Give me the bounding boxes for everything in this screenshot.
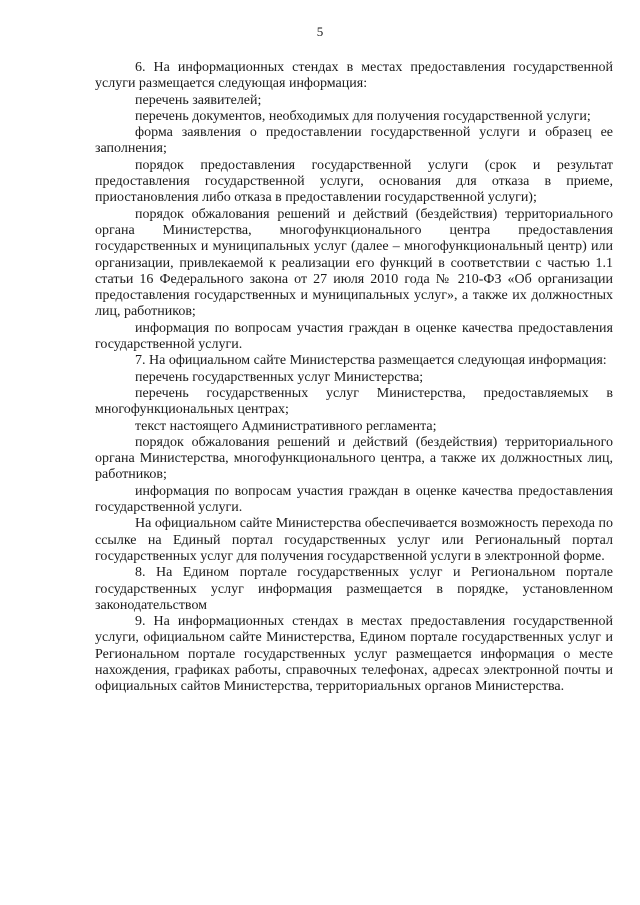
paragraph-6-intro: 6. На информационных стендах в местах предоставления государственной услуги размещается следующая информация: bbox=[95, 60, 613, 92]
list-item-appeal-procedure-site: порядок обжалования решений и действий (бездействия) территориального органа Министерства, многофункционального центра, а также их должностных лиц, работников; bbox=[95, 434, 613, 483]
list-item-application-form: форма заявления о предоставлении государственной услуги и образец ее заполнения; bbox=[95, 125, 613, 157]
list-item-ministry-services: перечень государственных услуг Министерства; bbox=[135, 369, 424, 385]
list-item-documents: перечень документов, необходимых для получения государственной услуги; bbox=[135, 108, 591, 124]
list-item-applicants: перечень заявителей; bbox=[135, 92, 262, 108]
page-number: 5 bbox=[316, 24, 324, 39]
list-item-appeal-procedure: порядок обжалования решений и действий (бездействия) территориального органа Министерства, многофункционального центра предоставления государственных и муниципальных услуг (далее – многофункциональный центр) или организации, привлекаемой к реализации его функций в соответствии с частью 1.1 статьи 16 Федерального закона от 27 июля 2010 года № 210-ФЗ «Об организации предоставления государственных и муниципальных услуг», а также их должностных лиц, работников; bbox=[95, 206, 613, 320]
list-item-regulation-text: текст настоящего Административного регламента; bbox=[135, 418, 437, 434]
list-item-service-procedure: порядок предоставления государственной услуги (срок и результат предоставления государственной услуги, основания для отказа в приеме, приостановления либо отказа в предоставлении государственной услуги); bbox=[95, 157, 613, 206]
document-body bbox=[95, 60, 613, 696]
list-item-mfc-services: перечень государственных услуг Министерства, предоставляемых в многофункциональных центрах; bbox=[95, 385, 613, 418]
paragraph-9: 9. На информационных стендах в местах предоставления государственной услуги, официальном сайте Министерства, Едином портале государственных услуг и Региональном портале государственных услуг размещается информация о месте нахождения, графиках работы, справочных телефонах, адресах электронной почты и официальных сайтов Министерства, территориальных органов Министерства. bbox=[95, 614, 613, 695]
paragraph-8: 8. На Едином портале государственных услуг и Региональном портале государственных услуг информация размещается в порядке, установленном законодательством bbox=[95, 565, 613, 613]
list-item-quality-assessment-site: информация по вопросам участия граждан в оценке качества предоставления государственной услуги. bbox=[95, 483, 613, 516]
paragraph-portal-link: На официальном сайте Министерства обеспечивается возможность перехода по ссылке на Единый портал государственных услуг или Региональный портал государственных услуг для получения государственной услуги в электронной форме. bbox=[95, 516, 613, 564]
list-item-quality-assessment: информация по вопросам участия граждан в оценке качества предоставления государственной услуги. bbox=[95, 320, 613, 353]
paragraph-7-intro: 7. На официальном сайте Министерства размещается следующая информация: bbox=[135, 353, 607, 369]
